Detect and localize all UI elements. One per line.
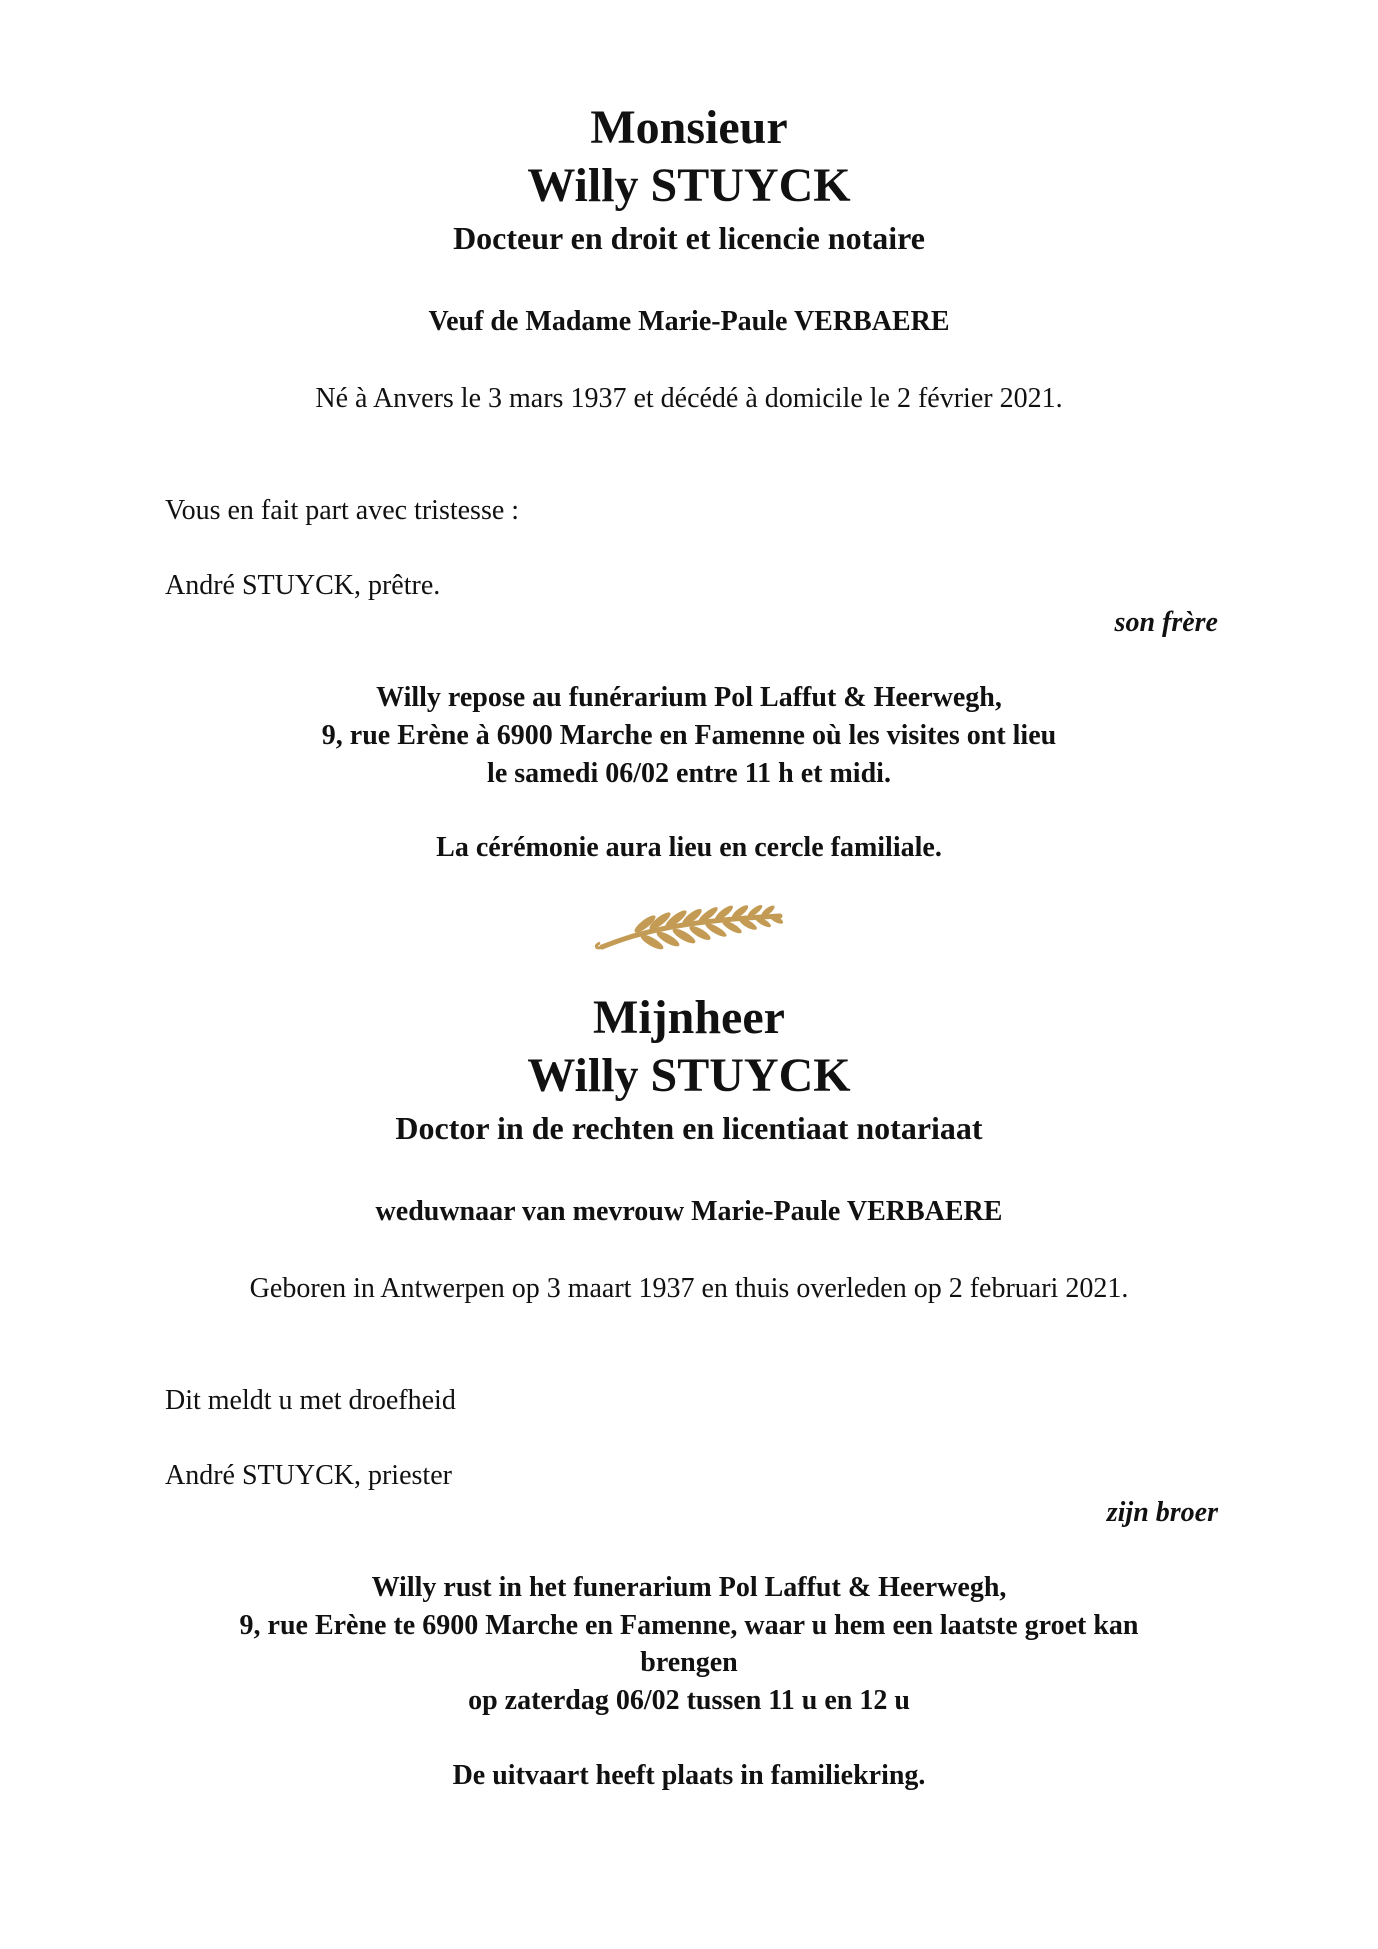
fr-birth-death-line: Né à Anvers le 3 mars 1937 et décédé à domicile le 2 février 2021. (315, 383, 1063, 414)
fr-relation: son frère (1114, 607, 1218, 638)
nl-funeral-line-1: Willy rust in het funerarium Pol Laffut & Heerwegh, (371, 1572, 1007, 1603)
nl-funeral-line-2: 9, rue Erène te 6900 Marche en Famenne, waar u hem een laatste groet kan (239, 1610, 1139, 1641)
nl-relation: zijn broer (1106, 1497, 1218, 1528)
nl-title-name: Willy STUYCK (527, 1049, 851, 1102)
nl-intro-line: Dit meldt u met droefheid (165, 1385, 456, 1416)
fr-title-honorific: Monsieur (590, 101, 788, 154)
fr-profession: Docteur en droit et licencie notaire (453, 220, 925, 256)
nl-funeral-line-4: op zaterdag 06/02 tussen 11 u en 12 u (468, 1685, 910, 1716)
fr-widower-line: Veuf de Madame Marie-Paule VERBAERE (428, 306, 950, 337)
fr-funeral-line-2: 9, rue Erène à 6900 Marche en Famenne où les visites ont lieu (321, 720, 1057, 751)
fr-relative-name: André STUYCK, prêtre. (165, 570, 441, 601)
nl-funeral-line-3: brengen (640, 1647, 738, 1678)
fr-ceremony-line: La cérémonie aura lieu en cercle familiale. (436, 832, 942, 863)
nl-profession: Doctor in de rechten en licentiaat notariaat (395, 1110, 983, 1146)
nl-title-honorific: Mijnheer (593, 991, 785, 1044)
nl-ceremony-line: De uitvaart heeft plaats in familiekring. (452, 1760, 926, 1791)
fr-funeral-line-3: le samedi 06/02 entre 11 h et midi. (487, 758, 891, 789)
fr-intro-line: Vous en fait part avec tristesse : (165, 495, 520, 526)
fr-title-name: Willy STUYCK (527, 159, 851, 212)
nl-widower-line: weduwnaar van mevrouw Marie-Paule VERBAERE (375, 1196, 1003, 1227)
fr-funeral-line-1: Willy repose au funérarium Pol Laffut & Heerwegh, (376, 682, 1002, 713)
nl-birth-death-line: Geboren in Antwerpen op 3 maart 1937 en thuis overleden op 2 februari 2021. (249, 1273, 1129, 1304)
nl-relative-name: André STUYCK, priester (165, 1460, 452, 1491)
golden-palm-branch-icon (590, 898, 790, 958)
